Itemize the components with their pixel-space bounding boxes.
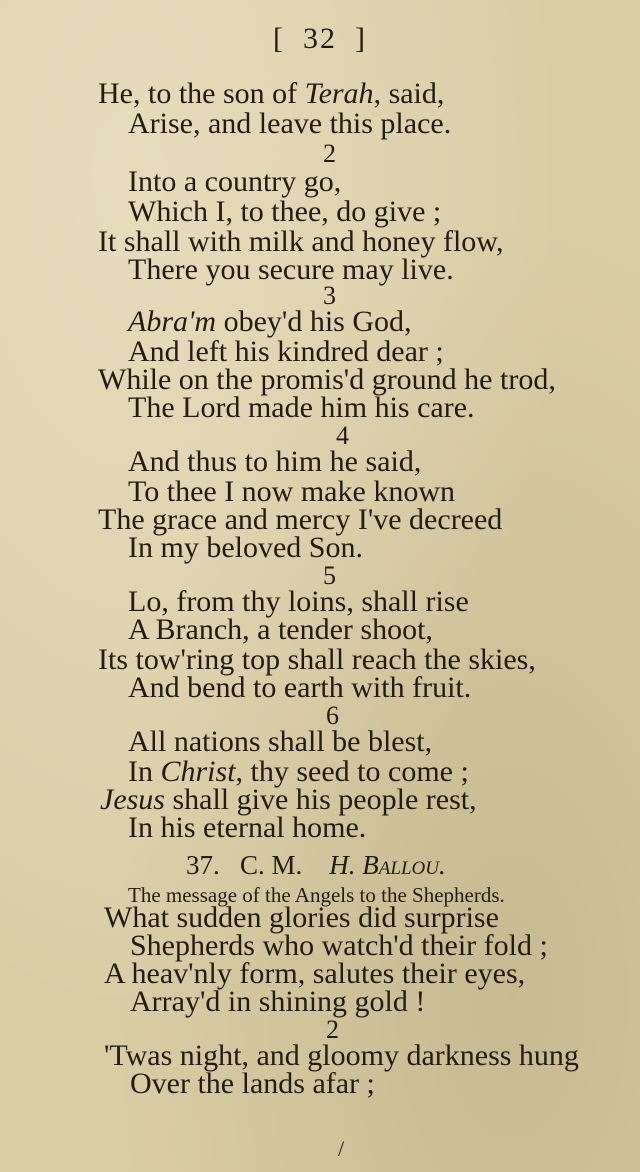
verse-line: Arise, and leave this place.: [128, 107, 452, 140]
verse-number: 4: [336, 421, 349, 450]
verse-number: 6: [326, 701, 339, 730]
verse-line: Abra'm obey'd his God,: [128, 305, 412, 338]
verse-line: What sudden glories did surprise: [104, 901, 499, 934]
verse-line: Jesus shall give his people rest,: [100, 783, 477, 816]
verse-line: Its tow'ring top shall reach the skies,: [98, 643, 536, 676]
verse-line: Which I, to thee, do give ;: [128, 195, 442, 228]
hymn-subtitle: The message of the Angels to the Shepherds.: [128, 883, 505, 907]
verse-line: Into a country go,: [128, 165, 342, 198]
verse-line: And left his kindred dear ;: [128, 335, 444, 368]
verse-line: To thee I now make known: [128, 475, 455, 508]
page-number: 32: [303, 22, 337, 55]
verse-line: Shepherds who watch'd their fold ;: [130, 929, 548, 962]
verse-line: A Branch, a tender shoot,: [128, 613, 433, 646]
hymn-heading: [186, 850, 446, 880]
verse-line: In his eternal home.: [128, 811, 367, 844]
hymn-author: H. Ballou.: [329, 850, 446, 880]
verse-line: A heav'nly form, salutes their eyes,: [104, 957, 526, 990]
open-bracket: [: [273, 22, 285, 55]
verse-line: He, to the son of Terah, said,: [98, 77, 445, 110]
verse-line: In my beloved Son.: [128, 531, 363, 564]
verse-line: There you secure may live.: [128, 253, 454, 286]
verse-number: 3: [323, 281, 336, 310]
verse-line: While on the promis'd ground he trod,: [98, 363, 556, 396]
verse-number: 2: [326, 1015, 339, 1044]
close-bracket: ]: [355, 22, 367, 55]
verse-number: 2: [323, 139, 336, 168]
verse-line: And thus to him he said,: [128, 445, 422, 478]
verse-line: The grace and mercy I've decreed: [98, 503, 503, 536]
hymn-number: 37.: [186, 850, 220, 880]
verse-line: All nations shall be blest,: [128, 725, 433, 758]
verse-line: 'Twas night, and gloomy darkness hung: [104, 1039, 579, 1072]
page-header: [0, 22, 640, 56]
verse-line: The Lord made him his care.: [128, 391, 475, 424]
verse-number: 5: [323, 561, 336, 590]
verse-line: Over the lands afar ;: [130, 1067, 375, 1100]
verse-line: Lo, from thy loins, shall rise: [128, 585, 469, 618]
hymn-meter: C. M.: [240, 850, 303, 880]
verse-line: It shall with milk and honey flow,: [98, 225, 504, 258]
footer-mark: /: [338, 1136, 345, 1161]
verse-line: Array'd in shining gold !: [130, 985, 426, 1018]
verse-line: And bend to earth with fruit.: [128, 671, 472, 704]
verse-line: In Christ, thy seed to come ;: [128, 755, 469, 788]
